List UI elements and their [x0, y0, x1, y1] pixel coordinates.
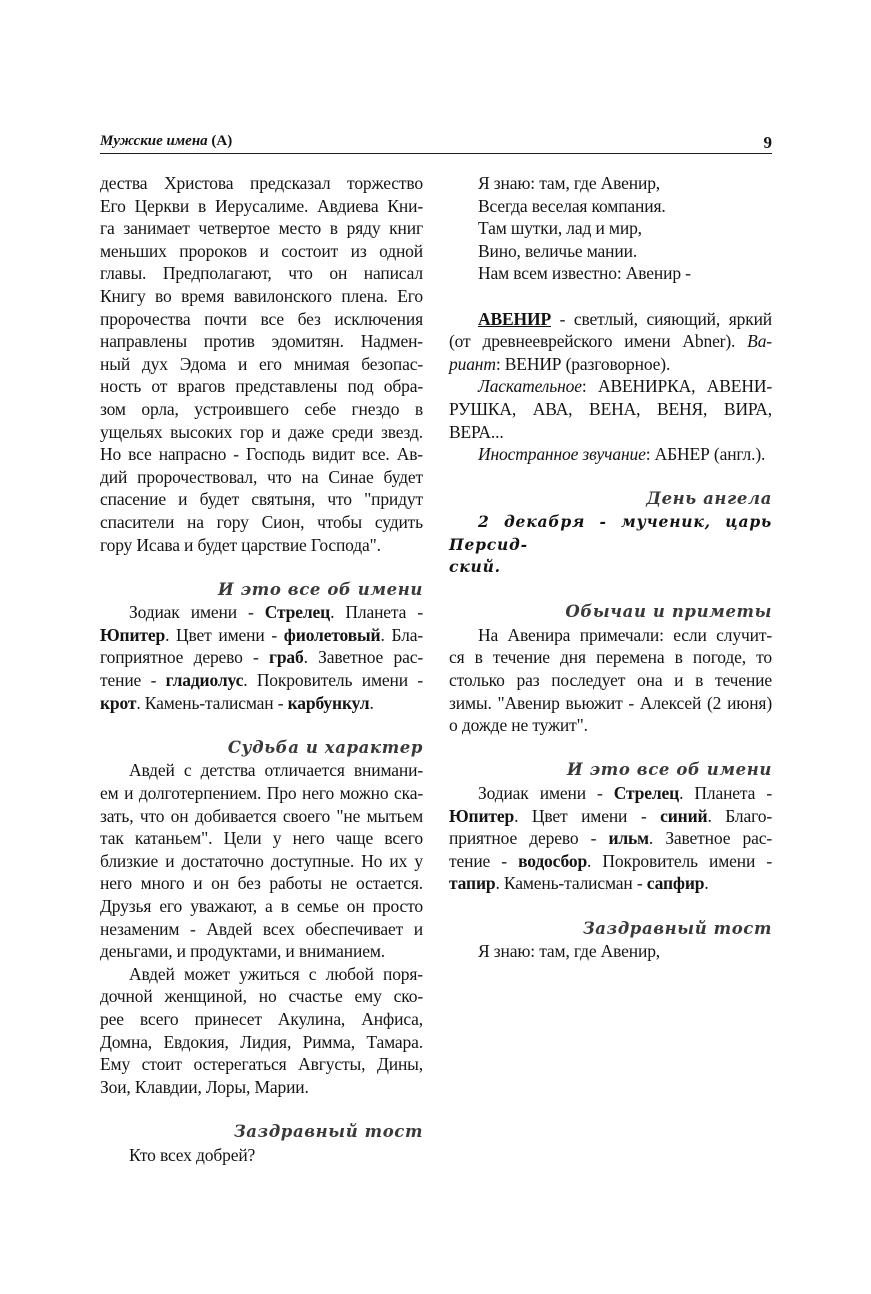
- customs-heading: Обычаи и приметы: [565, 602, 772, 622]
- fate-heading: Судьба и характер: [227, 737, 423, 757]
- customs-paragraph: На Авенира примечали: если случит- ся в течение дня перемена в погоде, то столько раз последует она и в течение зимы. "Авенир вьюжит - Алексей (2 июня) о дожде не тужит".: [449, 624, 772, 736]
- angel-day-heading: День ангела: [646, 489, 772, 509]
- running-header: [100, 133, 772, 154]
- entry-name: АВЕНИР: [478, 308, 551, 329]
- running-title: Мужские имена (А): [100, 133, 233, 149]
- left-column: [100, 172, 423, 1166]
- about-heading: И это все об имени: [218, 579, 423, 599]
- toast-heading-right: Заздравный тост: [582, 918, 772, 938]
- about-paragraph-right: Зодиак имени - Стрелец. Планета - Юпитер. Цвет имени - синий. Благо- приятное дерево - ильм. Заветное рас- тение - водосбор. Покровитель имени - тапир. Камень-талисман - сапфир.: [449, 783, 772, 894]
- intro-paragraph: дества Христова предсказал торжество Его Церкви в Иерусалиме. Авдиева Кни- га занимает четвертое место в ряду книг меньших пророков и состоит из одной главы. Предполагают, что он написал Книгу во время вавилонского плена. Его пророчества почти все без исключения направлены против эдомитян. Надмен- ный дух Эдома и его мнимая безопас- ность от врагов представлены под обра- зом орла, устроившего себе гнездо в ущельях высоких гор и даже среди звезд. Но все напрасно - Господь видит все. Ав- дий пророчествовал, что на Синае будет спасение и будет святыня, что "придут спасители на гору Сион, чтобы судить гору Исава и будет царствие Господа".: [100, 173, 423, 555]
- fate-paragraph-1: Авдей с детства отличается внимани- ем и долготерпением. Про него можно ска- зать, что он добивается своего "не мытьем так катаньем". Цели у него чаще всего близкие и достаточно доступные. Но их у него много и он без работы не остается. Друзья его уважают, а в семье он просто незаменим - Авдей всех обеспечивает и деньгами, и продуктами, и вниманием.: [100, 760, 423, 962]
- avenir-entry: АВЕНИР - светлый, сияющий, яркий (от древнееврейского имени Abner). Ва- риант: ВЕНИР (разговорное). Ласкательное: АВЕНИРКА, АВЕНИ- РУШКА, АВА, ВЕНА, ВЕНЯ, ВИРА, ВЕРА... Иностранное звучание: АБНЕР (англ.).: [449, 308, 772, 465]
- fate-paragraph-2: Авдей может ужиться с любой поря- дочной женщиной, но счастье ему ско- рее всего принесет Акулина, Анфиса, Домна, Евдокия, Лидия, Римма, Тамара. Ему стоит остерегаться Августы, Дины, Зои, Клавдии, Лоры, Марии.: [100, 963, 423, 1097]
- toast-heading: Заздравный тост: [233, 1121, 423, 1141]
- page-number: 9: [763, 133, 772, 152]
- toast-verse-continued: Я знаю: там, где Авенир, Всегда веселая компания. Там шутки, лад и мир, Вино, величье мании. Нам всем известно: Авенир -: [478, 173, 691, 284]
- about-heading-right: И это все об имени: [567, 760, 772, 780]
- toast-verse-start: Кто всех добрей?: [129, 1144, 256, 1165]
- toast-verse-avenir: Я знаю: там, где Авенир,: [478, 941, 661, 962]
- about-paragraph: Зодиак имени - Стрелец. Планета - Юпитер. Цвет имени - фиолетовый. Бла- гоприятное дерево - граб. Заветное рас- тение - гладиолус. Покровитель имени - крот. Камень-талисман - карбункул.: [100, 602, 424, 713]
- right-column: [449, 172, 772, 963]
- angel-day-paragraph: 2 декабря - мученик, царь Персид- ский.: [449, 511, 772, 577]
